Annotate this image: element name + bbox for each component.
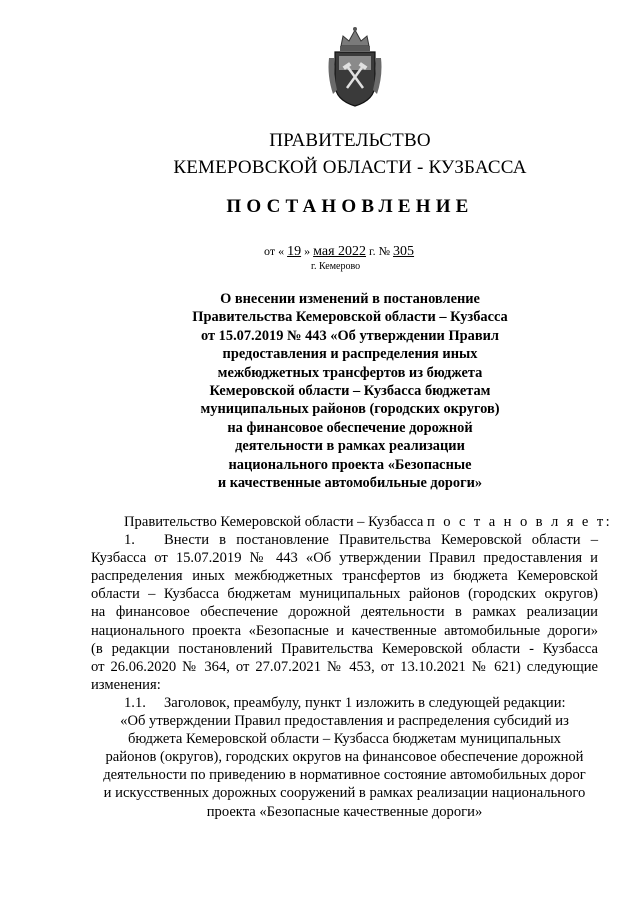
doc-number: 305 [393,244,415,259]
subject-line: национального проекта «Безопасные [228,456,472,473]
item11-line: 1.1. Заголовок, преамбулу, пункт 1 изложить в следующей редакции: [124,694,566,711]
item1-number: 1. [124,532,135,549]
item1-line: изменения: [91,676,161,693]
subject-line: деятельности в рамках реализации [235,438,465,455]
subject-line: Кемеровской области – Кузбасса бюджетам [209,383,491,400]
document-type-title: ПОСТАНОВЛЕНИЕ [226,196,474,217]
subject-line: муниципальных районов (городских округов) [200,401,500,418]
intro-prefix: Правительство Кемеровской области – Кузбасса [124,514,424,530]
item1-line: Кузбасса от 15.07.2019 № 443 «Об утверждении Правил предоставления и [91,550,598,567]
city-label: г. Кемерово [311,261,361,272]
date-year-suffix: г. [369,244,376,258]
body-text [91,513,613,821]
item1-line: области – Кузбасса бюджетам муниципальных районов (городских округов) [91,586,598,603]
item1-line: на финансовое обеспечение дорожной деятельности в рамках реализации [91,604,598,621]
quote-line: и искусственных дорожных сооружений в рамках реализации национального [103,785,586,802]
subject-line: О внесении изменений в постановление [220,291,480,307]
quote-line: бюджета Кемеровской области – Кузбасса бюджетам муниципальных [128,731,561,748]
subject-line: Правительства Кемеровской области – Кузбасса [192,309,508,326]
date-quote-close: » [304,244,311,258]
quote-line: деятельности по приведению в нормативное состояние автомобильных дорог [103,767,586,784]
doc-number-label: № [378,244,391,258]
intro-paragraph [91,513,613,531]
government-name-line2: КЕМЕРОВСКОЙ ОБЛАСТИ - КУЗБАССА [173,157,527,178]
date-day: 19 [287,244,302,259]
item1-line: 1. Внести в постановление Правительства Кемеровской области – [124,532,598,549]
subject-line: и качественные автомобильные дороги» [217,475,483,492]
item1-line: распределения иных межбюджетных трансфертов из бюджета Кемеровской [91,568,598,585]
item1-line: (в редакции постановлений Правительства Кемеровской области - Кузбасса [91,640,598,657]
quote-line: «Об утверждении Правил предоставления и распределения субсидий из [120,713,569,730]
subject-line: межбюджетных трансфертов из бюджета [217,364,483,381]
coat-of-arms-icon [325,24,385,110]
item1-line: от 26.06.2020 № 364, от 27.07.2021 № 453, от 13.10.2021 № 621) следующие [91,658,598,675]
quote-line: районов (округов), городских округов на финансовое обеспечение дорожной [105,749,584,766]
quote-line: проекта «Безопасные качественные дороги» [206,803,483,820]
item1-line: национального проекта «Безопасные и качественные автомобильные дороги» [91,622,598,639]
date-number-line [264,244,414,260]
intro-resolves: п о с т а н о в л я е т: [427,514,613,530]
subject-line: предоставления и распределения иных [222,346,478,363]
item11-number: 1.1. [124,694,146,711]
subject-line: от 15.07.2019 № 443 «Об утверждении Правил [201,327,499,344]
government-name-line1: ПРАВИТЕЛЬСТВО [269,130,431,151]
subject-line: на финансовое обеспечение дорожной [227,419,473,436]
date-month-year: мая 2022 [313,244,367,259]
date-from-label: от « [264,244,285,258]
subject-heading [150,290,550,492]
